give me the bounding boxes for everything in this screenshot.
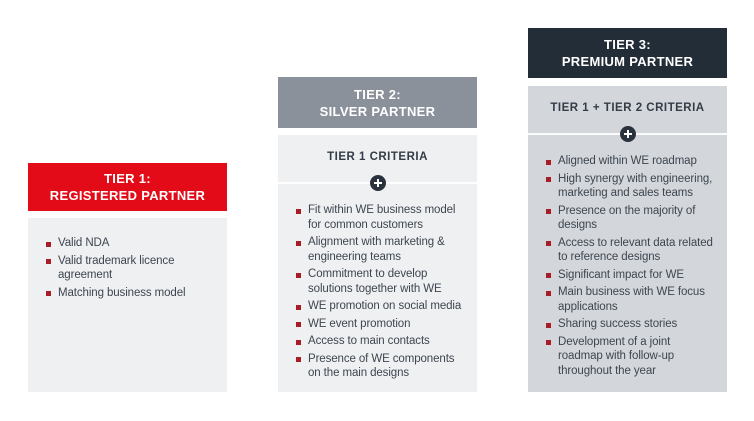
bullet-text: WE event promotion [308,317,411,330]
bullet-item [546,285,717,314]
bullet-square-icon [46,291,51,296]
bullet-text: Significant impact for WE [558,268,684,281]
tier3-criteria-heading: TIER 1 + TIER 2 CRITERIA [550,102,705,114]
bullet-item [546,236,717,265]
bullet-item [296,267,467,296]
bullet-item [46,254,217,283]
bullet-item [546,204,717,233]
tier1-body [28,218,227,392]
bullet-text: Presence on the majority of designs [558,204,696,231]
bullet-square-icon [296,241,301,246]
bullet-item [296,317,467,332]
bullet-text: Fit within WE business model for common customers [308,204,456,231]
tier2-header-line2: SILVER PARTNER [319,103,436,119]
bullet-item [46,286,217,301]
tier3-header-line2: PREMIUM PARTNER [561,54,694,69]
bullet-square-icon [296,273,301,278]
bullet-item [46,236,217,251]
bullet-square-icon [546,241,551,246]
bullet-item [546,317,717,332]
bullet-square-icon [546,323,551,328]
bullet-text: Access to main contacts [308,335,430,347]
bullet-item [296,352,467,381]
bullet-text: Matching business model [58,286,186,299]
bullet-square-icon [546,273,551,278]
bullet-square-icon [546,209,551,214]
bullet-text: WE promotion on social media [308,300,462,312]
tier1-header-line1: TIER 1: [104,171,151,186]
bullet-text: Development of a joint roadmap with follow-up throughout the year [558,335,675,377]
bullet-square-icon [296,305,301,310]
bullet-square-icon [296,322,301,327]
bullet-square-icon [296,357,301,362]
bullet-item [296,334,467,349]
bullet-item [296,235,467,264]
tier2-bullet-list [278,199,477,394]
bullet-item [546,154,717,169]
bullet-item [546,268,717,283]
bullet-text: Valid trademark licence agreement [58,254,175,281]
tier2-header [278,77,477,128]
bullet-text: Main business with WE focus applications [558,286,705,313]
tier2-body [278,135,477,392]
tier2-plus-row [278,175,477,191]
bullet-item [546,172,717,201]
bullet-square-icon [46,242,51,247]
bullet-item [296,203,467,232]
bullet-square-icon [296,340,301,345]
bullet-text: Alignment with marketing & engineering teams [308,236,445,263]
tier3-bullet-list [528,150,727,391]
bullet-square-icon [546,177,551,182]
bullet-text: Access to relevant data related to reference designs [558,236,713,263]
bullet-square-icon [296,209,301,214]
bullet-square-icon [546,160,551,165]
bullet-item [296,299,467,314]
bullet-text: High synergy with engineering, marketing and sales teams [558,172,713,199]
bullet-square-icon [546,291,551,296]
tier1-bullet-list [28,218,227,313]
bullet-square-icon [46,259,51,264]
bullet-text: Aligned within WE roadmap [558,155,697,167]
tier3-plus-row [528,126,727,142]
bullet-item [546,335,717,379]
bullet-text: Sharing success stories [558,318,678,330]
plus-icon [620,126,636,142]
tier2-criteria-heading: TIER 1 CRITERIA [327,151,428,163]
tier1-header [28,163,227,211]
plus-icon [370,175,386,191]
bullet-text: Valid NDA [58,237,110,249]
tier2-header-line1: TIER 2: [354,86,401,102]
tier3-header [528,28,727,78]
bullet-square-icon [546,340,551,345]
tier3-header-line1: TIER 3: [604,37,651,52]
tier1-header-line2: REGISTERED PARTNER [49,188,206,203]
bullet-text: Commitment to develop solutions together with WE [308,268,442,295]
bullet-text: Presence of WE components on the main designs [308,352,455,379]
tier3-body [528,86,727,392]
